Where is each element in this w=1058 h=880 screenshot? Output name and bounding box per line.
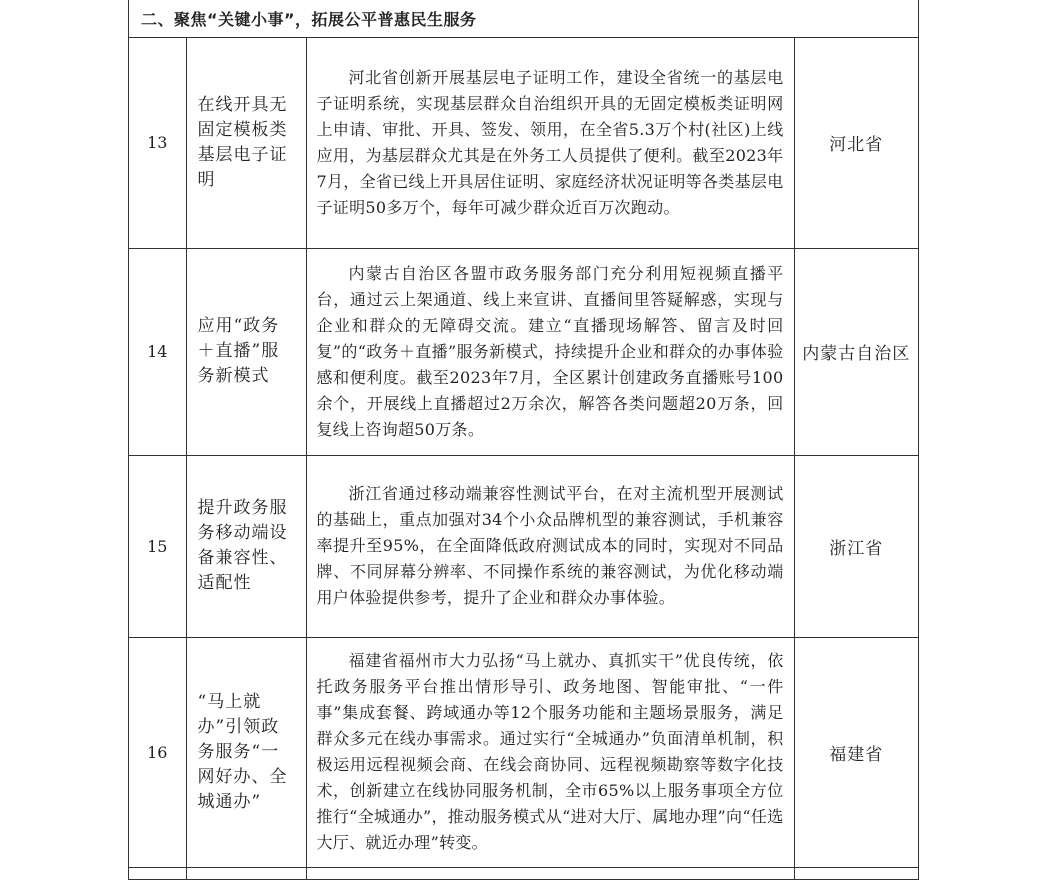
- case-region: 福建省: [794, 637, 918, 867]
- case-region: 浙江省: [794, 455, 918, 637]
- table-row: [129, 38, 918, 248]
- case-table: [129, 38, 918, 880]
- empty-cell: [129, 867, 186, 879]
- row-number: 15: [129, 455, 186, 637]
- table-row: [129, 455, 918, 637]
- table-row: [129, 248, 918, 455]
- case-name: “马上就办”引领政务服务“一网好办、全城通办”: [186, 637, 306, 867]
- section-title: 二、聚焦“关键小事”，拓展公平普惠民生服务: [129, 0, 918, 38]
- case-description: 内蒙古自治区各盟市政务服务部门充分利用短视频直播平台，通过云上架通道、线上来宣讲、直播间里答疑解惑，实现与企业和群众的无障碍交流。建立“直播现场解答、留言及时回复”的“政务＋直播”服务新模式，持续提升企业和群众的办事体验感和便利度。截至2023年7月，全区累计创建政务直播账号100余个，开展线上直播超过2万余次，解答各类问题超20万条，回复线上咨询超50万条。: [306, 248, 794, 455]
- case-description: 浙江省通过移动端兼容性测试平台，在对主流机型开展测试的基础上，重点加强对34个小众品牌机型的兼容测试，手机兼容率提升至95%，在全面降低政府测试成本的同时，实现对不同品牌、不同屏幕分辨率、不同操作系统的兼容测试，为优化移动端用户体验提供参考，提升了企业和群众办事体验。: [306, 455, 794, 637]
- case-region: 内蒙古自治区: [794, 248, 918, 455]
- case-name: 在线开具无固定模板类基层电子证明: [186, 38, 306, 248]
- row-number: 13: [129, 38, 186, 248]
- case-region: 河北省: [794, 38, 918, 248]
- table-row: [129, 637, 918, 867]
- case-description: 福建省福州市大力弘扬“马上就办、真抓实干”优良传统，依托政务服务平台推出情形导引、政务地图、智能审批、“一件事”集成套餐、跨域通办等12个服务功能和主题场景服务，满足群众多元在线办事需求。通过实行“全城通办”负面清单机制，积极运用远程视频会商、在线会商协同、远程视频勘察等数字化技术，创新建立在线协同服务机制，全市65%以上服务事项全方位推行“全城通办”，推动服务模式从“进对大厅、属地办理”向“任选大厅、就近办理”转变。: [306, 637, 794, 867]
- policy-table-page: [128, 0, 919, 880]
- case-description: 河北省创新开展基层电子证明工作，建设全省统一的基层电子证明系统，实现基层群众自治组织开具的无固定模板类证明网上申请、审批、开具、签发、领用，在全省5.3万个村(社区)上线应用，为基层群众尤其是在外务工人员提供了便利。截至2023年7月，全省已线上开具居住证明、家庭经济状况证明等各类基层电子证明50多万个，每年可减少群众近百万次跑动。: [306, 38, 794, 248]
- empty-cell: [306, 867, 794, 879]
- case-name: 提升政务服务移动端设备兼容性、适配性: [186, 455, 306, 637]
- empty-cell: [794, 867, 918, 879]
- row-number: 16: [129, 637, 186, 867]
- table-row-partial: [129, 867, 918, 879]
- row-number: 14: [129, 248, 186, 455]
- empty-cell: [186, 867, 306, 879]
- case-name: 应用“政务＋直播”服务新模式: [186, 248, 306, 455]
